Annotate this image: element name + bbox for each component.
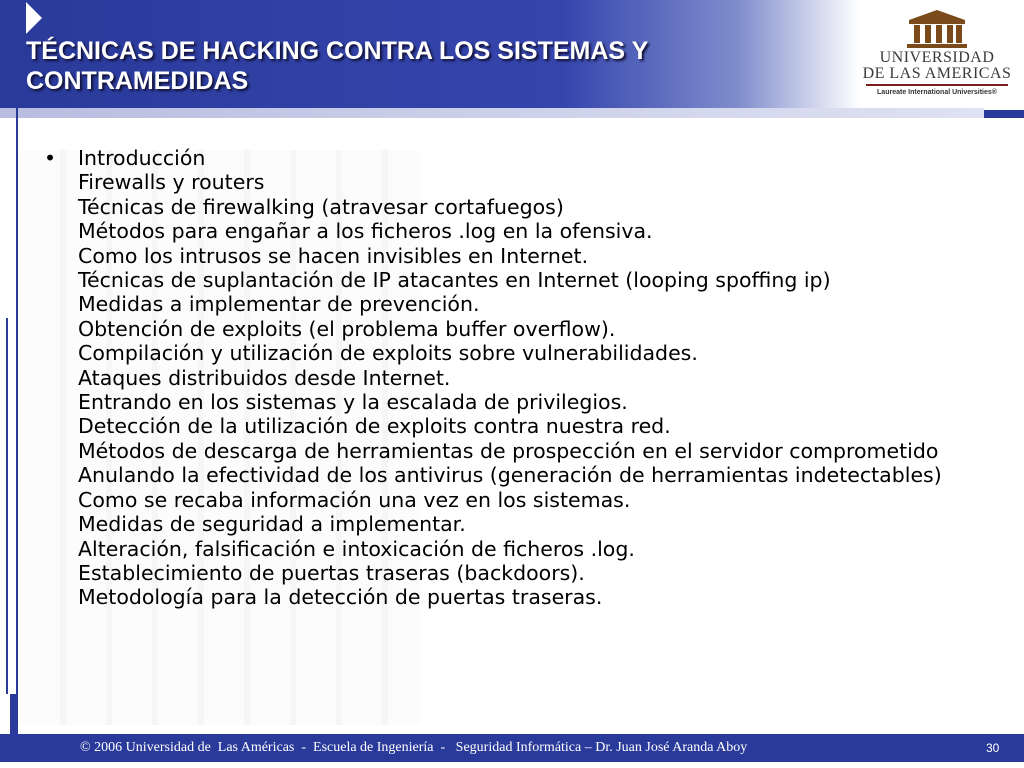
topic-item: Detección de la utilización de exploits contra nuestra red. [78,414,671,439]
page-number: 30 [986,741,1000,755]
arrow-icon [26,2,42,34]
topic-item: Establecimiento de puertas traseras (backdoors). [78,560,585,585]
topic-item: Como se recaba información una vez en los sistemas. [78,487,631,512]
slide-header [0,0,1024,108]
topic-item: Medidas de seguridad a implementar. [78,512,466,537]
header-rule [0,108,984,118]
topic-item: Metodología para la detección de puertas traseras. [78,585,603,610]
slide-title: TÉCNICAS DE HACKING CONTRA LOS SISTEMAS Y CONTRAMEDIDAS [26,37,648,95]
slide-body [44,146,994,610]
left-accent-block [10,694,16,734]
topic-item: Métodos para engañar a los ficheros .log en la ofensiva. [78,219,653,244]
topic-item: Compilación y utilización de exploits sobre vulnerabilidades. [78,341,698,366]
topic-item: Introducción [78,146,206,170]
topic-item: Ataques distribuidos desde Internet. [78,365,451,390]
university-logo [862,8,1012,106]
logo-line1: UNIVERSIDAD [879,49,995,66]
topic-list [78,146,994,610]
topic-item: Anulando la efectividad de los antivirus (generación de herramientas indetectables) [78,463,942,488]
topic-item: Técnicas de firewalking (atravesar cortafuegos) [78,194,564,219]
topic-item: Como los intrusos se hacen invisibles en Internet. [78,243,589,268]
logo-rule [866,84,1008,86]
topic-item: Métodos de descarga de herramientas de prospección en el servidor comprometido [78,438,939,463]
topic-item: Técnicas de suplantación de IP atacantes en Internet (looping spoffing ip) [78,268,831,293]
logo-tagline: Laureate International Universities® [877,89,997,96]
footer-text: © 2006 Universidad de Las Américas - Escuela de Ingeniería - Seguridad Informática – Dr. Juan José Aranda Aboy [80,740,748,755]
topic-item: Obtención de exploits (el problema buffer overflow). [78,316,616,341]
left-accent-line [16,108,18,758]
left-accent-line-inner [6,318,8,694]
topic-item: Alteración, falsificación e intoxicación de ficheros .log. [78,536,635,561]
logo-line2: DE LAS AMERICAS [862,65,1012,82]
building-icon [905,8,969,50]
bullet-marker: • [44,146,57,170]
header-rule-end [984,110,1024,118]
topic-item: Medidas a implementar de prevención. [78,292,480,317]
slide-footer [0,734,1024,762]
topic-item: Entrando en los sistemas y la escalada de privilegios. [78,390,628,415]
topic-item: Firewalls y routers [78,170,265,195]
